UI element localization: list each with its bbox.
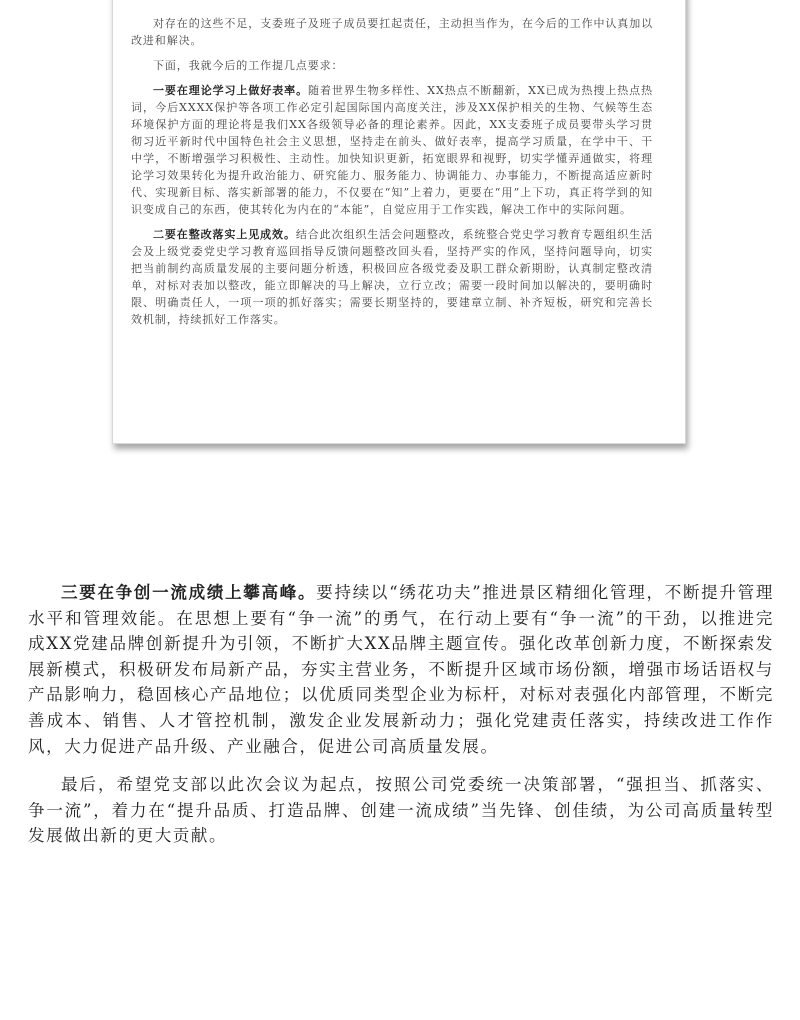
document-page-preview — [112, 0, 686, 444]
main-text — [28, 580, 774, 862]
paragraph — [28, 580, 774, 759]
paragraph — [131, 57, 653, 74]
paragraph-text: 对存在的这些不足，支委班子及班子成员要扛起责任，主动担当作为，在今后的工作中认真加以改进和解决。 — [131, 17, 653, 47]
paragraph — [28, 772, 774, 849]
paragraph-heading: 一要在理论学习上做好表率。 — [153, 84, 309, 97]
document-page-text — [131, 15, 653, 336]
paragraph-text: 要持续以“绣花功夫”推进景区精细化管理，不断提升管理水平和管理效能。在思想上要有“争一流”的勇气，在行动上要有“争一流”的干劲，以推进完成XX党建品牌创新提升为引领，不断扩大XX品牌主题宣传。强化改革创新力度，不断探索发展新模式，积极研发布局新产品，夯实主营业务，不断提升区域市场份额，增强市场话语权与产品影响力，稳固核心产品地位；以优质同类型企业为标杆，对标对表强化内部管理，不断完善成本、销售、人才管控机制，激发企业发展新动力；强化党建责任落实，持续改进工作作风，大力促进产品升级、产业融合，促进公司高质量发展。 — [28, 583, 774, 756]
paragraph-heading: 三要在争创一流成绩上攀高峰。 — [61, 583, 317, 602]
paragraph-text: 最后，希望党支部以此次会议为起点，按照公司党委统一决策部署，“强担当、抓落实、争一流”，着力在“提升品质、打造品牌、创建一流成绩”当先锋、创佳绩，为公司高质量转型发展做出新的更大贡献。 — [28, 775, 774, 846]
paragraph — [131, 82, 653, 218]
paragraph-text: 下面，我就今后的工作提几点要求： — [153, 59, 344, 72]
paragraph-text: 结合此次组织生活会问题整改，系统整合党史学习教育专题组织生活会及上级党委党史学习教育巡回指导反馈问题整改回头看，坚持严实的作风，坚持问题导向，切实把当前制约高质量发展的主要问题分析透，积极回应各级党委及职工群众新期盼，认真制定整改清单，对标对表加以整改，能立即解决的马上解决，立行立改；需要一段时间加以解决的，要明确时限、明确责任人，一项一项的抓好落实；需要长期坚持的，要建章立制、补齐短板，研究和完善长效机制，持续抓好工作落实。 — [131, 228, 653, 326]
paragraph — [131, 226, 653, 328]
paragraph-text: 随着世界生物多样性、XX热点不断翻新，XX已成为热搜上热点热词，今后XXXX保护等各项工作必定引起国际国内高度关注，涉及XX保护相关的生物、气候等生态环境保护方面的理论将是我们XX各级领导必备的理论素养。因此，XX支委班子成员要带头学习贯彻习近平新时代中国特色社会主义思想，坚持走在前头、做好表率，提高学习质量，在学中干、干中学，不断增强学习积极性、主动性。加快知识更新，拓宽眼界和视野，切实学懂弄通做实，将理论学习效果转化为提升政治能力、研究能力、服务能力、协调能力、办事能力，不断提高适应新时代、实现新目标、落实新部署的能力，不仅要在“知”上着力，更要在“用”上下功，真正将学到的知识变成自己的东西，使其转化为内在的“本能”，自觉应用于工作实践，解决工作中的实际问题。 — [131, 84, 653, 216]
paragraph — [131, 15, 653, 49]
paragraph-heading: 二要在整改落实上见成效。 — [153, 228, 296, 241]
